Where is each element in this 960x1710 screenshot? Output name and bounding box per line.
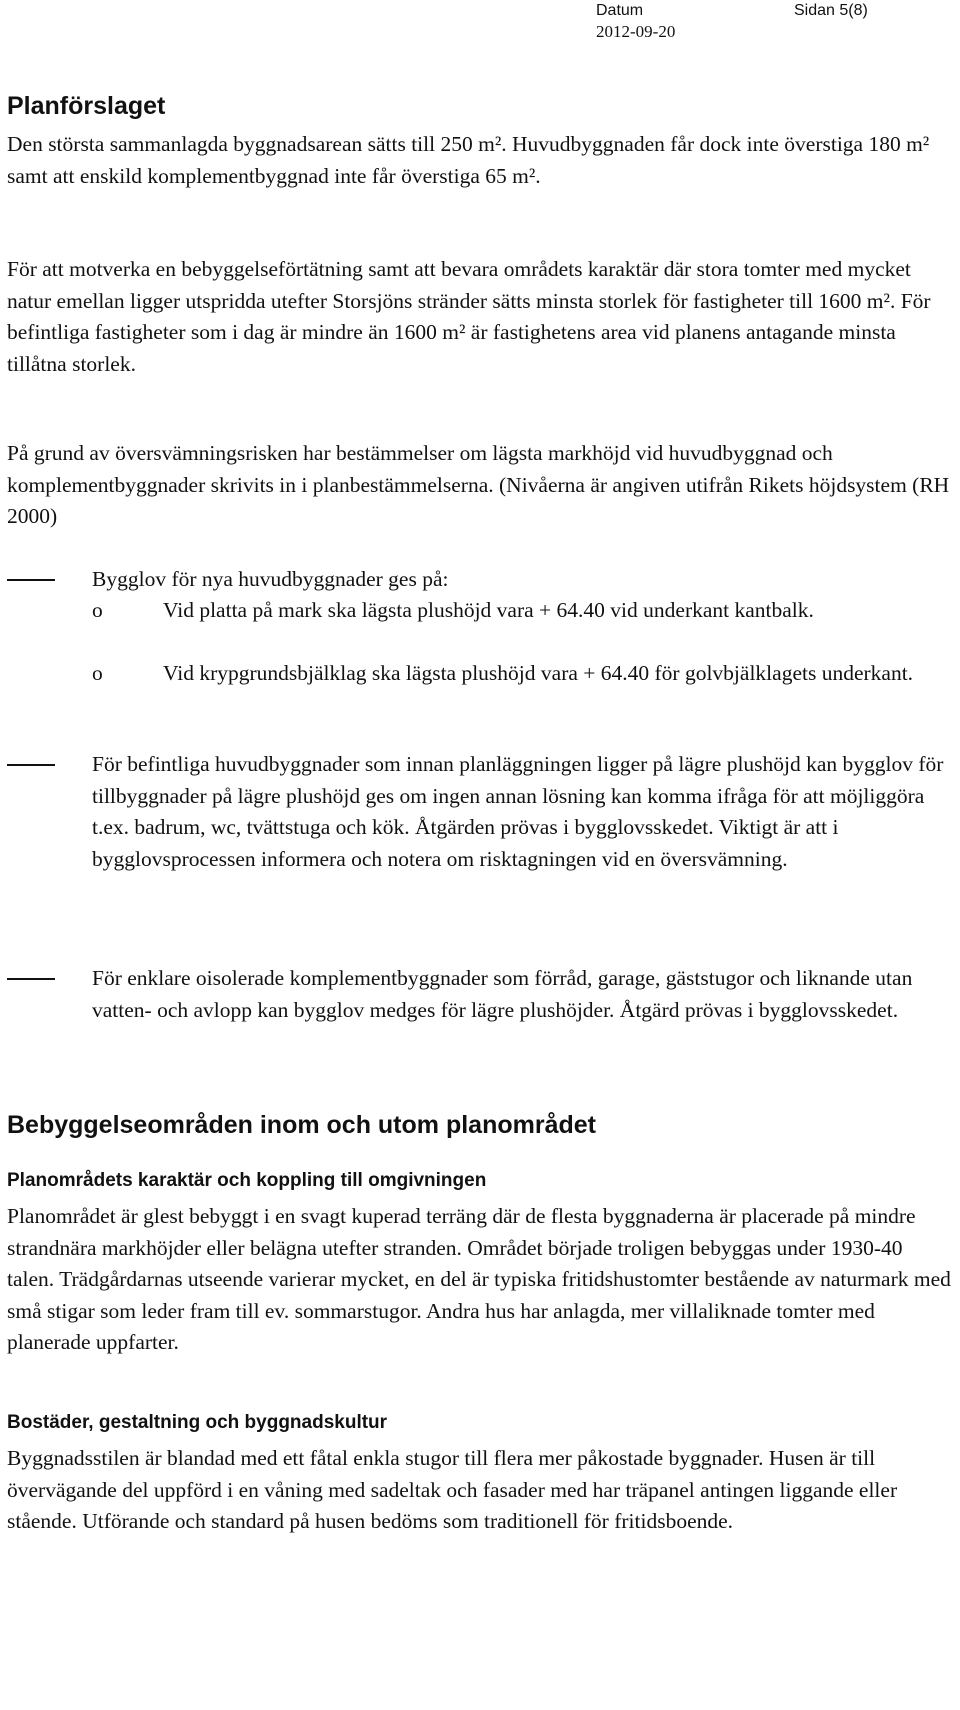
subsection-heading-character: Planområdets karaktär och koppling till omgivningen [7, 1170, 487, 1191]
paragraph-flood-risk: På grund av översvämningsrisken har bestämmelser om lägsta markhöjd vid huvudbyggnad och komplementbyggnader skrivits in i planbestämmelserna. (Nivåerna är angiven utifrån Rikets höjdsystem (RH 2000) [7, 441, 950, 528]
dash-bullet [7, 978, 55, 980]
sub-list-item-text: Vid platta på mark ska lägsta plushöjd vara + 64.40 vid underkant kantbalk. [163, 598, 814, 622]
list-item-text: För befintliga huvudbyggnader som innan planläggningen ligger på lägre plushöjd kan bygglov för tillbyggnader på lägre plushöjd ges om ingen annan lösning kan komma ifråga för att möjliggöra t.ex. badrum, wc, tvättstuga och kök. Åtgärden prövas i bygglovsskedet. Viktigt är att i bygglovsprocessen informera och notera om risktagningen vid en översvämning. [92, 752, 944, 871]
circle-bullet: o [92, 661, 103, 685]
header-page-number: Sidan 5(8) [794, 2, 868, 19]
list-item-text: För enklare oisolerade komplementbyggnader som förråd, garage, gäststugor och liknande utan vatten- och avlopp kan bygglov medges för lägre plushöjder. Åtgärd prövas i bygglovsskedet. [92, 966, 913, 1022]
paragraph-area-character: Planområdet är glest bebyggt i en svagt kuperad terräng där de flesta byggnaderna är placerade på mindre strandnära markhöjder eller belägna utefter stranden. Området började troligen bebyggas under 1930-40 talen. Trädgårdarnas utseende varierar mycket, en del är typiska fritidshustomter bestående av naturmark med små stigar som leder fram till ev. sommarstugor. Andra hus har anlagda, mer villaliknade tomter med planerade uppfarter. [7, 1204, 951, 1354]
dash-bullet [7, 579, 55, 581]
paragraph-building-style: Byggnadsstilen är blandad med ett fåtal enkla stugor till flera mer påkostade byggnader. Husen är till övervägande del uppförd i en våning med sadeltak och fasader med har träpanel antingen liggande eller stående. Utförande och standard på husen bedöms som traditionell för fritidsboende. [7, 1446, 898, 1533]
dash-bullet [7, 764, 55, 766]
circle-bullet: o [92, 598, 103, 622]
section-heading-planforslaget: Planförslaget [7, 92, 166, 120]
header-date-label: Datum [596, 2, 644, 19]
section-heading-bebyggelse: Bebyggelseområden inom och utom planområdet [7, 1111, 596, 1139]
paragraph-building-area: Den största sammanlagda byggnadsarean sätts till 250 m². Huvudbyggnaden får dock inte överstiga 180 m² samt att enskild komplementbyggnad inte får överstiga 65 m². [7, 132, 930, 188]
list-item-text: Bygglov för nya huvudbyggnader ges på: [92, 567, 449, 591]
header-date: 2012-09-20 [596, 22, 676, 41]
paragraph-minimum-plot-size: För att motverka en bebyggelseförtätning samt att bevara områdets karaktär där stora tomter med mycket natur emellan ligger utspridda utefter Storsjöns stränder sätts minsta storlek för fastigheter till 1600 m². För befintliga fastigheter som i dag är mindre än 1600 m² är fastighetens area vid planens antagande minsta tillåtna storlek. [7, 257, 931, 376]
subsection-heading-housing: Bostäder, gestaltning och byggnadskultur [7, 1412, 388, 1433]
sub-list-item-text: Vid krypgrundsbjälklag ska lägsta plushöjd vara + 64.40 för golvbjälklagets underkant. [163, 661, 914, 685]
